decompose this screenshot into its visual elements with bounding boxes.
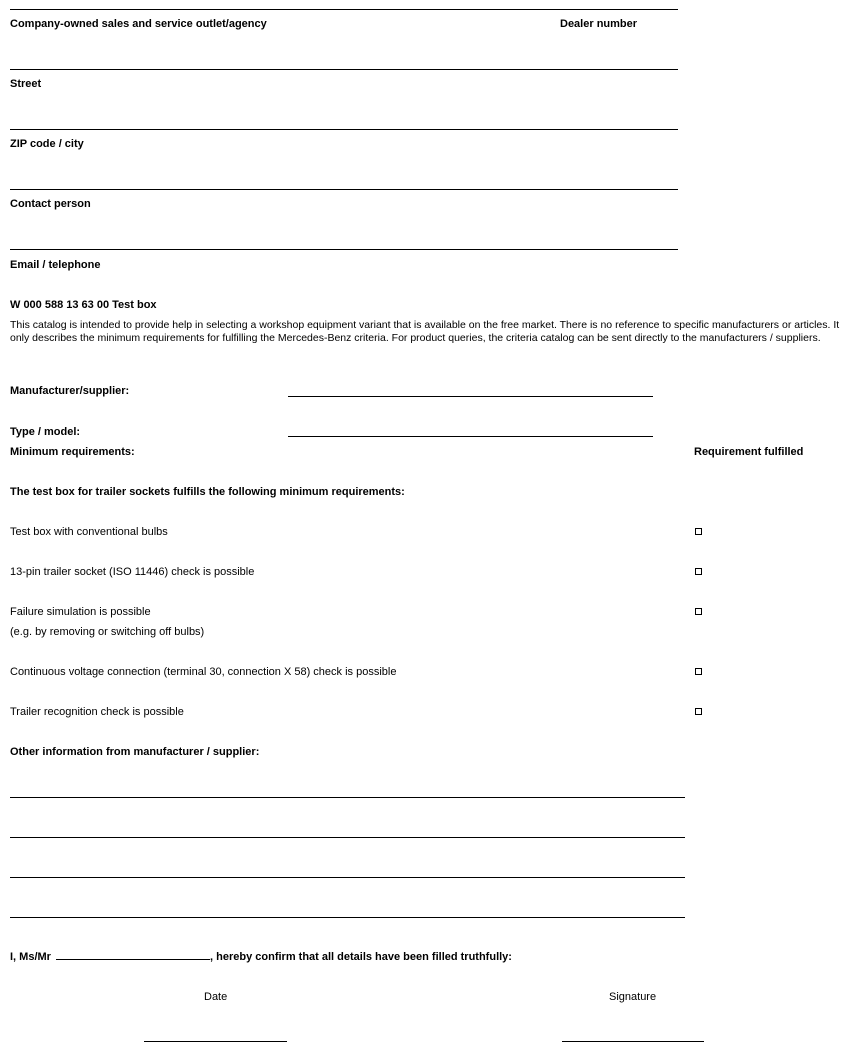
zip-city-label: ZIP code / city: [10, 138, 84, 150]
requirement-item-1-checkbox[interactable]: [695, 528, 702, 535]
type-model-label: Type / model:: [10, 426, 81, 438]
other-info-label: Other information from manufacturer / supplier:: [10, 746, 260, 758]
street-input-line[interactable]: [10, 69, 678, 70]
requirement-item-2-label: 13-pin trailer socket (ISO 11446) check is possible: [10, 566, 255, 578]
date-input-line[interactable]: [144, 1041, 287, 1042]
product-description: This catalog is intended to provide help in selecting a workshop equipment variant that is available on the free market. There is no reference to specific manufacturers or articles. It only describes the minimum requirements for fulfilling the Mercedes-Benz criteria. For product queries, the criteria catalog can be sent directly to the manufacturers / suppliers.: [10, 319, 840, 344]
street-label: Street: [10, 78, 42, 90]
requirement-item-3-label: Failure simulation is possible: [10, 606, 151, 618]
outlet-label: Company-owned sales and service outlet/agency: [10, 18, 267, 30]
manufacturer-input-line[interactable]: [288, 396, 653, 397]
contact-person-input-line[interactable]: [10, 189, 678, 190]
requirement-item-5-checkbox[interactable]: [695, 708, 702, 715]
requirement-item-1-label: Test box with conventional bulbs: [10, 526, 168, 538]
signature-label: Signature: [609, 991, 657, 1003]
date-label: Date: [204, 991, 228, 1003]
confirmation-prefix: I, Ms/Mr: [10, 951, 51, 963]
dealer-number-label: Dealer number: [560, 18, 638, 30]
zip-city-input-line[interactable]: [10, 129, 678, 130]
other-info-line-4[interactable]: [10, 917, 685, 918]
outlet-input-line[interactable]: [10, 9, 678, 10]
requirement-item-4-checkbox[interactable]: [695, 668, 702, 675]
requirement-item-3-note: (e.g. by removing or switching off bulbs): [10, 626, 205, 638]
requirement-item-5-label: Trailer recognition check is possible: [10, 706, 184, 718]
product-title: W 000 588 13 63 00 Test box: [10, 299, 157, 311]
requirement-item-4-label: Continuous voltage connection (terminal 30, connection X 58) check is possible: [10, 666, 397, 678]
minimum-requirements-heading: Minimum requirements:: [10, 446, 135, 458]
confirmation-statement: [10, 951, 512, 963]
manufacturer-label: Manufacturer/supplier:: [10, 385, 130, 397]
name-input-line[interactable]: [56, 951, 210, 960]
requirement-fulfilled-heading: Requirement fulfilled: [694, 446, 804, 458]
signature-input-line[interactable]: [562, 1041, 704, 1042]
requirements-intro: The test box for trailer sockets fulfills the following minimum requirements:: [10, 486, 405, 498]
requirement-item-3-checkbox[interactable]: [695, 608, 702, 615]
contact-person-label: Contact person: [10, 198, 91, 210]
email-telephone-input-line[interactable]: [10, 249, 678, 250]
confirmation-suffix: , hereby confirm that all details have been filled truthfully:: [210, 951, 512, 963]
other-info-line-2[interactable]: [10, 837, 685, 838]
other-info-line-1[interactable]: [10, 797, 685, 798]
other-info-line-3[interactable]: [10, 877, 685, 878]
email-telephone-label: Email / telephone: [10, 259, 101, 271]
requirement-item-2-checkbox[interactable]: [695, 568, 702, 575]
type-model-input-line[interactable]: [288, 436, 653, 437]
